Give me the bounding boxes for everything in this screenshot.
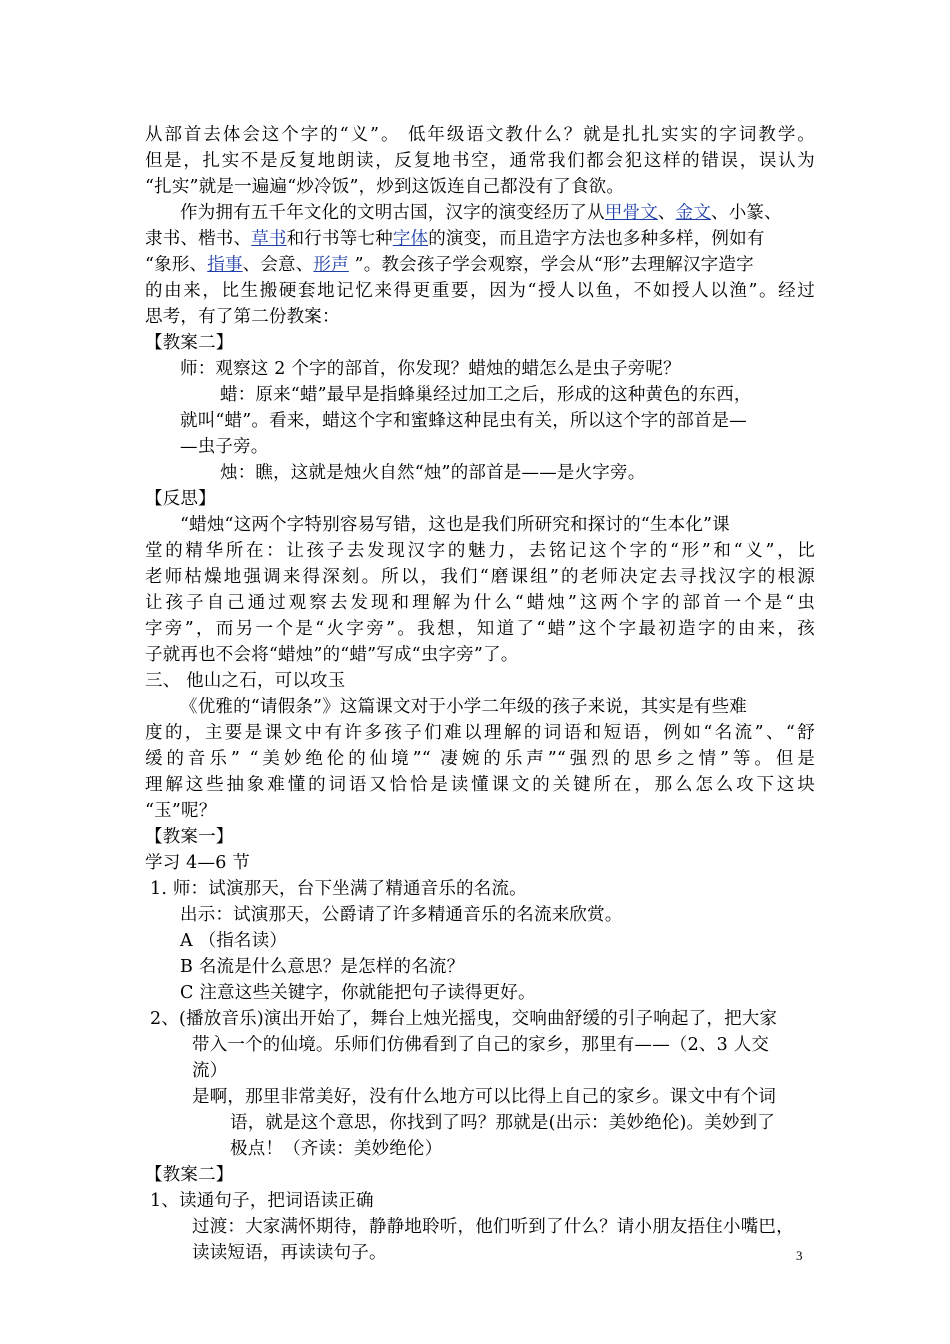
text-segment: C 注意这些关键字，你就能把句子读得更好。 [180,983,536,1003]
text-segment: 子就再也不会将“蜡烛”的“蜡”写成“虫字旁”了。 [145,645,519,665]
text-line [230,1110,815,1136]
text-line [145,772,815,798]
text-segment: 1. 师：试演那天，台下坐满了精通音乐的名流。 [150,879,527,899]
text-line [145,668,815,694]
text-segment: 堂的精华所在：让孩子去发现汉字的魅力，去铭记这个字的“形”和“义”，比 [145,541,815,561]
text-segment: 师：观察这 2 个字的部首，你发现？蜡烛的蜡怎么是虫子旁呢？ [180,359,681,379]
hyperlink[interactable]: 形声 [313,255,349,275]
text-segment: 流） [192,1061,228,1081]
text-line [145,824,815,850]
text-line [180,200,815,226]
text-line [180,902,815,928]
text-line [150,1188,815,1214]
text-segment: 1、读通句子，把词语读正确 [150,1191,374,1211]
text-segment: 的演变，而且造字方法也多种多样，例如有 [428,229,765,249]
text-segment: 的由来，比生搬硬套地记忆来得更重要，因为“授人以鱼，不如授人以渔”。经过 [145,281,815,301]
text-segment: 学习 4—6 节 [145,853,250,873]
text-line [150,1006,815,1032]
text-segment: 、小篆、 [711,203,782,223]
text-line [180,694,815,720]
text-line [150,876,815,902]
text-line [180,408,815,434]
text-segment: 出示：试演那天，公爵请了许多精通音乐的名流来欣赏。 [180,905,623,925]
text-segment: 【教案一】 [145,827,234,847]
text-segment: 度的，主要是课文中有许多孩子们难以理解的词语和短语，例如“名流”、“舒 [145,723,815,743]
text-segment: 作为拥有五千年文化的文明古国，汉字的演变经历了从 [180,203,605,223]
text-segment: 蜡：原来“蜡”最早是指蜂巢经过加工之后，形成的这种黄色的东西， [220,385,752,405]
text-segment: “扎实”就是一遍遍“炒冷饭”，炒到这饭连自己都没有了食欲。 [145,177,625,197]
text-segment: 2、(播放音乐)演出开始了，舞台上烛光摇曳，交响曲舒缓的引子响起了，把大家 [150,1009,778,1029]
text-line [145,642,815,668]
text-segment: 带入一个的仙境。乐师们仿佛看到了自己的家乡，那里有——（2、3 人交 [192,1035,770,1055]
text-segment: 但是，扎实不是反复地朗读，反复地书空，通常我们都会犯这样的错误，误认为 [145,151,815,171]
text-segment: 、 [657,203,676,223]
text-segment: 三、 他山之石，可以攻玉 [145,671,346,691]
text-segment: 【反思】 [145,489,216,509]
text-line [180,928,815,954]
text-line [145,798,815,824]
text-segment: —虫子旁。 [180,437,269,457]
text-line [145,174,815,200]
text-segment: 语，就是这个意思，你找到了吗？那就是(出示：美妙绝伦)。美妙到了 [230,1113,776,1133]
text-segment: 极点！（齐读：美妙绝伦） [230,1139,443,1159]
text-segment: 理解这些抽象难懂的词语又恰恰是读懂课文的关键所在，那么怎么攻下这块 [145,775,815,795]
text-segment: 从部首去体会这个字的“义”。 低年级语文教什么？就是扎扎实实的字词教学。 [145,125,815,145]
text-line [180,512,815,538]
text-segment: B 名流是什么意思？是怎样的名流？ [180,957,465,977]
text-segment: 和行书等七种 [286,229,393,249]
text-segment: ”。教会孩子学会观察，学会从“形”去理解汉字造字 [348,255,754,275]
text-segment: 思考，有了第二份教案： [145,307,340,327]
text-line [180,356,815,382]
text-line [145,616,815,642]
text-segment: 是啊，那里非常美好，没有什么地方可以比得上自己的家乡。课文中有个词 [192,1087,777,1107]
text-line [145,226,815,252]
text-segment: “象形、 [145,255,208,275]
text-line [145,746,815,772]
text-line [145,122,815,148]
text-segment: A （指名读） [180,931,288,951]
page-number: 3 [796,1248,803,1263]
hyperlink[interactable]: 甲骨文 [604,203,658,223]
text-line [145,720,815,746]
text-segment: 就叫“蜡”。看来，蜡这个字和蜜蜂这种昆虫有关，所以这个字的部首是— [180,411,747,431]
text-segment: 隶书、楷书、 [145,229,252,249]
text-line [145,304,815,330]
text-line [145,850,815,876]
text-segment: “蜡烛“这两个字特别容易写错，这也是我们所研究和探讨的“生本化”课 [180,515,730,535]
text-segment: 过渡：大家满怀期待，静静地聆听，他们听到了什么？请小朋友捂住小嘴巴， [192,1217,794,1237]
text-segment: 让孩子自己通过观察去发现和理解为什么“蜡烛”这两个字的部首一个是“虫 [145,593,815,613]
text-segment: 老师枯燥地强调来得深刻。所以，我们“磨课组”的老师决定去寻找汉字的根源 [145,567,815,587]
hyperlink[interactable]: 指事 [207,255,243,275]
text-segment: “玉”呢？ [145,801,217,821]
text-line [145,1162,815,1188]
text-segment: 烛：瞧，这就是烛火自然“烛”的部首是——是火字旁。 [220,463,646,483]
text-segment: 读读短语，再读读句子。 [192,1243,387,1263]
text-segment: 、会意、 [242,255,314,275]
text-line [145,330,815,356]
text-line [180,434,815,460]
text-line [145,564,815,590]
text-line [145,486,815,512]
text-line [145,278,815,304]
text-line [220,382,815,408]
text-line [180,954,815,980]
text-line [192,1084,815,1110]
text-line [192,1058,815,1084]
hyperlink[interactable]: 草书 [251,229,287,249]
text-line [192,1214,815,1240]
text-line [145,538,815,564]
hyperlink[interactable]: 字体 [392,229,429,249]
text-line [180,980,815,1006]
text-line [192,1032,815,1058]
text-line [145,252,815,278]
text-segment: 【教案二】 [145,1165,234,1185]
text-line [145,148,815,174]
text-segment: 缓的音乐” “美妙绝伦的仙境”“ 凄婉的乐声”“强烈的思乡之情”等。但是 [145,749,815,769]
text-line [230,1136,815,1162]
text-line [192,1240,815,1266]
text-line [145,590,815,616]
text-segment: 字旁”，而另一个是“火字旁”。我想，知道了“蜡”这个字最初造字的由来，孩 [145,619,815,639]
text-segment: 【教案二】 [145,333,234,353]
text-segment: 《优雅的“请假条”》这篇课文对于小学二年级的孩子来说，其实是有些难 [180,697,747,717]
text-line [220,460,815,486]
hyperlink[interactable]: 金文 [675,203,712,223]
